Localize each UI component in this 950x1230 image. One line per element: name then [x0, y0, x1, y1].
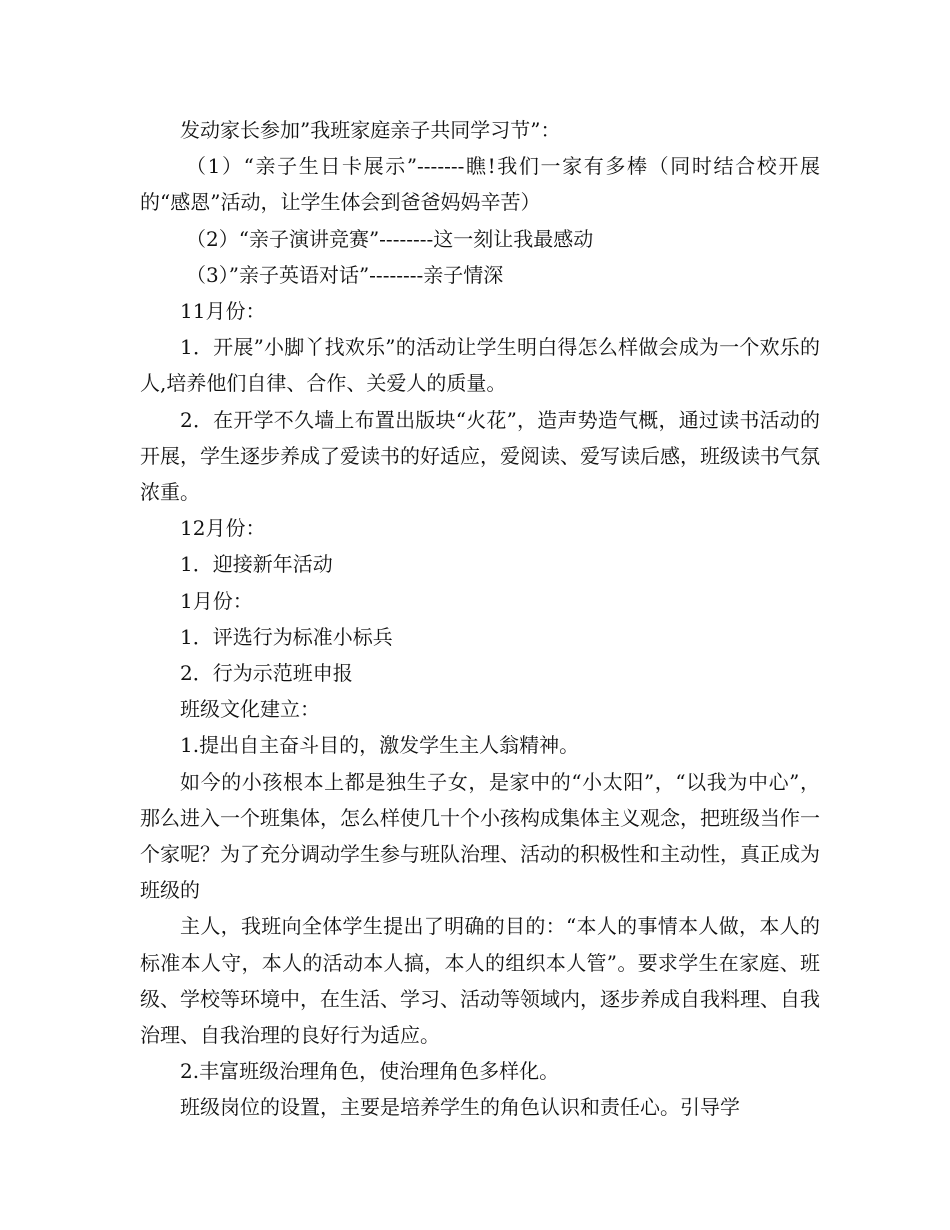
section-heading: 11月份： [180, 299, 266, 324]
section-heading: 12月份： [180, 516, 266, 541]
paragraph: 班级岗位的设置，主要是培养学生的角色认识和责任心。引导学 [180, 1095, 740, 1120]
document-body [140, 112, 820, 1126]
paragraph: 1.提出自主奋斗目的，激发学生主人翁精神。 [180, 733, 580, 758]
paragraph: （2）“亲子演讲竞赛”--------这一刻让我最感动 [186, 226, 594, 251]
paragraph: 2．行为示范班申报 [180, 661, 353, 686]
paragraph: 主人，我班向全体学生提出了明确的目的：“本人的事情本人做，本人的标准本人守，本人的活动本人搞，本人的组织本人管”。要求学生在家庭、班级、学校等环境中，在生活、学习、活动等领域内，逐步养成自我料理、自我治理、自我治理的良好行为适应。 [140, 914, 820, 1048]
paragraph: 2．在开学不久墙上布置出版块“火花”，造声势造气概，通过读书活动的开展，学生逐步养成了爱读书的好适应，爱阅读、爱写读后感，班级读书气氛浓重。 [140, 407, 820, 505]
paragraph: 发动家长参加”我班家庭亲子共同学习节”： [180, 118, 561, 142]
paragraph: 如今的小孩根本上都是独生子女，是家中的“小太阳”，“以我为中心”，那么进入一个班集体，怎么样使几十个小孩构成集体主义观念，把班级当作一个家呢？为了充分调动学生参与班队治理、活动的积极性和主动性，真正成为班级的 [140, 769, 820, 903]
paragraph: （1）“亲子生日卡展示”-------瞧!我们一家有多棒（同时结合校开展的“感恩”活动，让学生体会到爸爸妈妈辛苦） [140, 154, 820, 215]
paragraph: 2.丰富班级治理角色，使治理角色多样化。 [180, 1059, 560, 1084]
paragraph: 1．开展”小脚丫找欢乐”的活动让学生明白得怎么样做会成为一个欢乐的人,培养他们自律、合作、关爱人的质量。 [140, 335, 820, 396]
paragraph: 1．迎接新年活动 [180, 552, 333, 577]
paragraph: （3）”亲子英语对话”--------亲子情深 [186, 262, 504, 287]
paragraph: 1．评选行为标准小标兵 [180, 624, 393, 649]
section-heading: 班级文化建立： [180, 697, 320, 722]
section-heading: 1月份： [180, 588, 253, 613]
